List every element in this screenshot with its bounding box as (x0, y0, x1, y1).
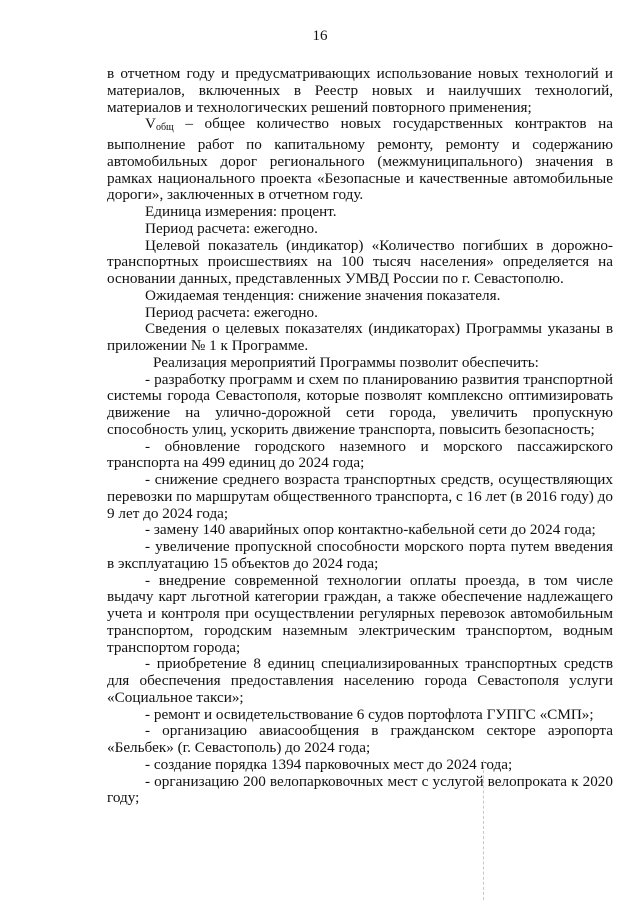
list-item: - организацию 200 велопарковочных мест с услугой велопроката к 2020 году; (107, 772, 613, 807)
paragraph-formula-definition (107, 116, 613, 204)
paragraph: в отчетном году и предусматривающих использование новых технологий и материалов, включенных в Реестр новых и наилучших технологий, материалов и технологических решений повторного применения; (107, 65, 613, 116)
scan-artifact-line (483, 760, 484, 900)
variable-symbol: V (145, 115, 156, 133)
list-item: - внедрение современной технологии оплаты проезда, в том числе выдачу карт льготной категории граждан, а также обеспечение надлежащего учета и контроля при осуществлении регулярных перевозок автомобильным транспортом, городским наземным электрическим транспортом, водным транспортом города; (107, 571, 613, 656)
variable-definition: – общее количество новых государственных контрактов на выполнение работ по капитальному ремонту, ремонту и содержанию автомобильных дорог регионального (межмуниципального) значения в рамках национального проекта «Безопасные и качественные автомобильные дороги», заключенных в отчетном году. (107, 115, 613, 204)
list-item: - организацию авиасообщения в гражданском секторе аэропорта «Бельбек» (г. Севастополь) до 2024 года; (107, 722, 613, 756)
paragraph: Сведения о целевых показателях (индикаторах) Программы указаны в приложении № 1 к Программе. (107, 320, 613, 354)
document-body (107, 66, 613, 807)
list-item: - замену 140 аварийных опор контактно-кабельной сети до 2024 года; (145, 521, 596, 539)
paragraph: Целевой показатель (индикатор) «Количество погибших в дорожно-транспортных происшествиях на 100 тысяч населения» определяется на основании данных, представленных УМВД России по г. Севастополю. (107, 236, 613, 287)
list-item: - обновление городского наземного и морского пассажирского транспорта на 499 единиц до 2024 года; (107, 437, 613, 472)
paragraph: Единица измерения: процент. (145, 203, 337, 220)
paragraph: Период расчета: ежегодно. (145, 303, 318, 321)
list-item: - ремонт и освидетельствование 6 судов портофлота ГУПГС «СМП»; (145, 705, 594, 723)
list-item: - приобретение 8 единиц специализированных транспортных средств для обеспечения предоставления населению города Севастополя услуги «Социальное такси»; (107, 655, 613, 706)
page-number: 16 (312, 28, 328, 44)
list-item: - разработку программ и схем по планированию развития транспортной системы города Севастополя, которые позволят комплексно оптимизировать движение на улично-дорожной сети города, увеличить пропускную способность улиц, ускорить движение транспорта, повысить безопасность; (107, 370, 613, 438)
variable-subscript: общ (155, 122, 174, 134)
list-item: - снижение среднего возраста транспортных средств, осуществляющих перевозки по маршрутам общественного транспорта, с 16 лет (в 2016 году) до 9 лет до 2024 года; (107, 471, 613, 522)
paragraph: Реализация мероприятий Программы позволит обеспечить: (153, 353, 539, 371)
paragraph: Период расчета: ежегодно. (145, 219, 318, 237)
list-item: - увеличение пропускной способности морского порта путем введения в эксплуатацию 15 объектов до 2024 года; (107, 538, 613, 572)
list-item: - создание порядка 1394 парковочных мест до 2024 года; (145, 755, 513, 773)
paragraph: Ожидаемая тенденция: снижение значения показателя. (145, 286, 501, 304)
